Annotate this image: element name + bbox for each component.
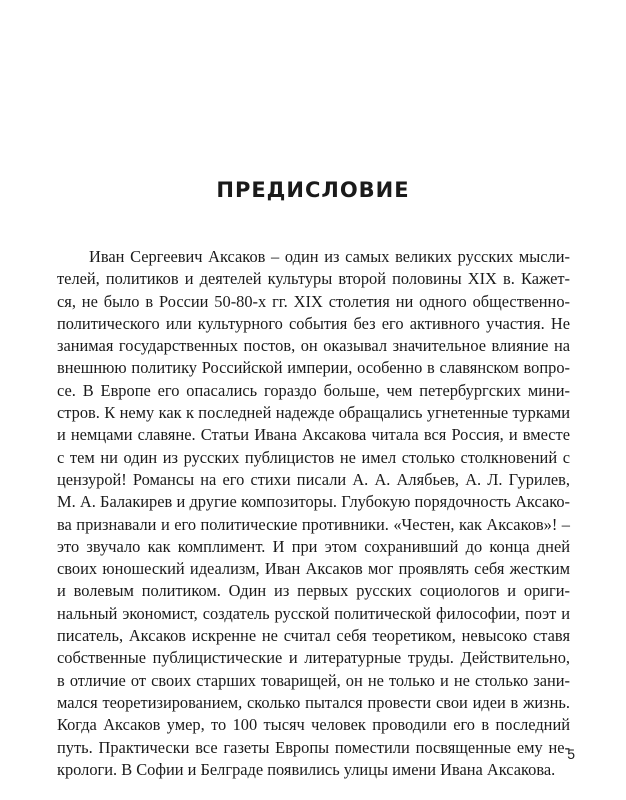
text-line: се. В Европе его опасались гораздо больше, чем петербургских мини-: [57, 380, 570, 400]
text-line: Иван Сергеевич Аксаков – один из самых великих русских мысли-: [89, 247, 570, 266]
text-line: стров. К нему как к последней надежде обращались угнетенные турками: [57, 403, 570, 423]
text-line: внешнюю политику Российской империи, особенно в славянском вопро-: [57, 358, 570, 378]
text-line: с тем ни один из русских публицистов не имел столько столкновений с: [57, 447, 570, 467]
page-number: 5: [567, 746, 575, 762]
page-title: ПРЕДИСЛОВИЕ: [216, 178, 410, 202]
text-line: М. А. Балакирев и другие композиторы. Глубокую порядочность Аксако-: [57, 492, 570, 512]
text-line: это звучало как комплимент. И при этом сохранивший до конца дней: [57, 536, 570, 556]
text-line: и волевым политиком. Один из первых русских социологов и ориги-: [57, 581, 570, 601]
text-line: крологи. В Софии и Белграде появились улицы имени Ивана Аксакова.: [57, 759, 556, 779]
text-line: путь. Практически все газеты Европы поместили посвященные ему не-: [57, 737, 570, 757]
text-line: и немцами славяне. Статьи Ивана Аксакова читала вся Россия, и вместе: [57, 425, 570, 445]
text-line: писатель, Аксаков искренне не считал себя теоретиком, невысоко ставя: [57, 626, 570, 646]
text-line: своих юношеский идеализм, Иван Аксаков мог проявлять себя жестким: [57, 559, 570, 579]
text-line: нальный экономист, создатель русской политической философии, поэт и: [57, 603, 570, 623]
text-line: мался теоретизированием, сколько пытался провести свои идеи в жизнь.: [57, 692, 570, 712]
text-line: в отличие от своих старших товарищей, он не только и не столько зани-: [57, 670, 570, 690]
text-line: ва признавали и его политические противники. «Честен, как Аксаков»! –: [57, 514, 570, 534]
preface-paragraph: [57, 246, 570, 781]
text-line: собственные публицистические и литературные труды. Действительно,: [57, 648, 570, 668]
text-line: телей, политиков и деятелей культуры второй половины XIX в. Кажет-: [57, 269, 570, 289]
text-line: занимая государственных постов, он оказывал значительное влияние на: [57, 336, 570, 356]
text-line: Когда Аксаков умер, то 100 тысяч человек проводили его в последний: [57, 715, 570, 735]
text-line: политического или культурного события без его активного участия. Не: [57, 313, 570, 333]
text-line: ся, не было в России 50-80-х гг. XIX столетия ни одного общественно-: [57, 291, 570, 311]
text-line: цензурой! Романсы на его стихи писали А. А. Алябьев, А. Л. Гурилев,: [57, 469, 570, 489]
